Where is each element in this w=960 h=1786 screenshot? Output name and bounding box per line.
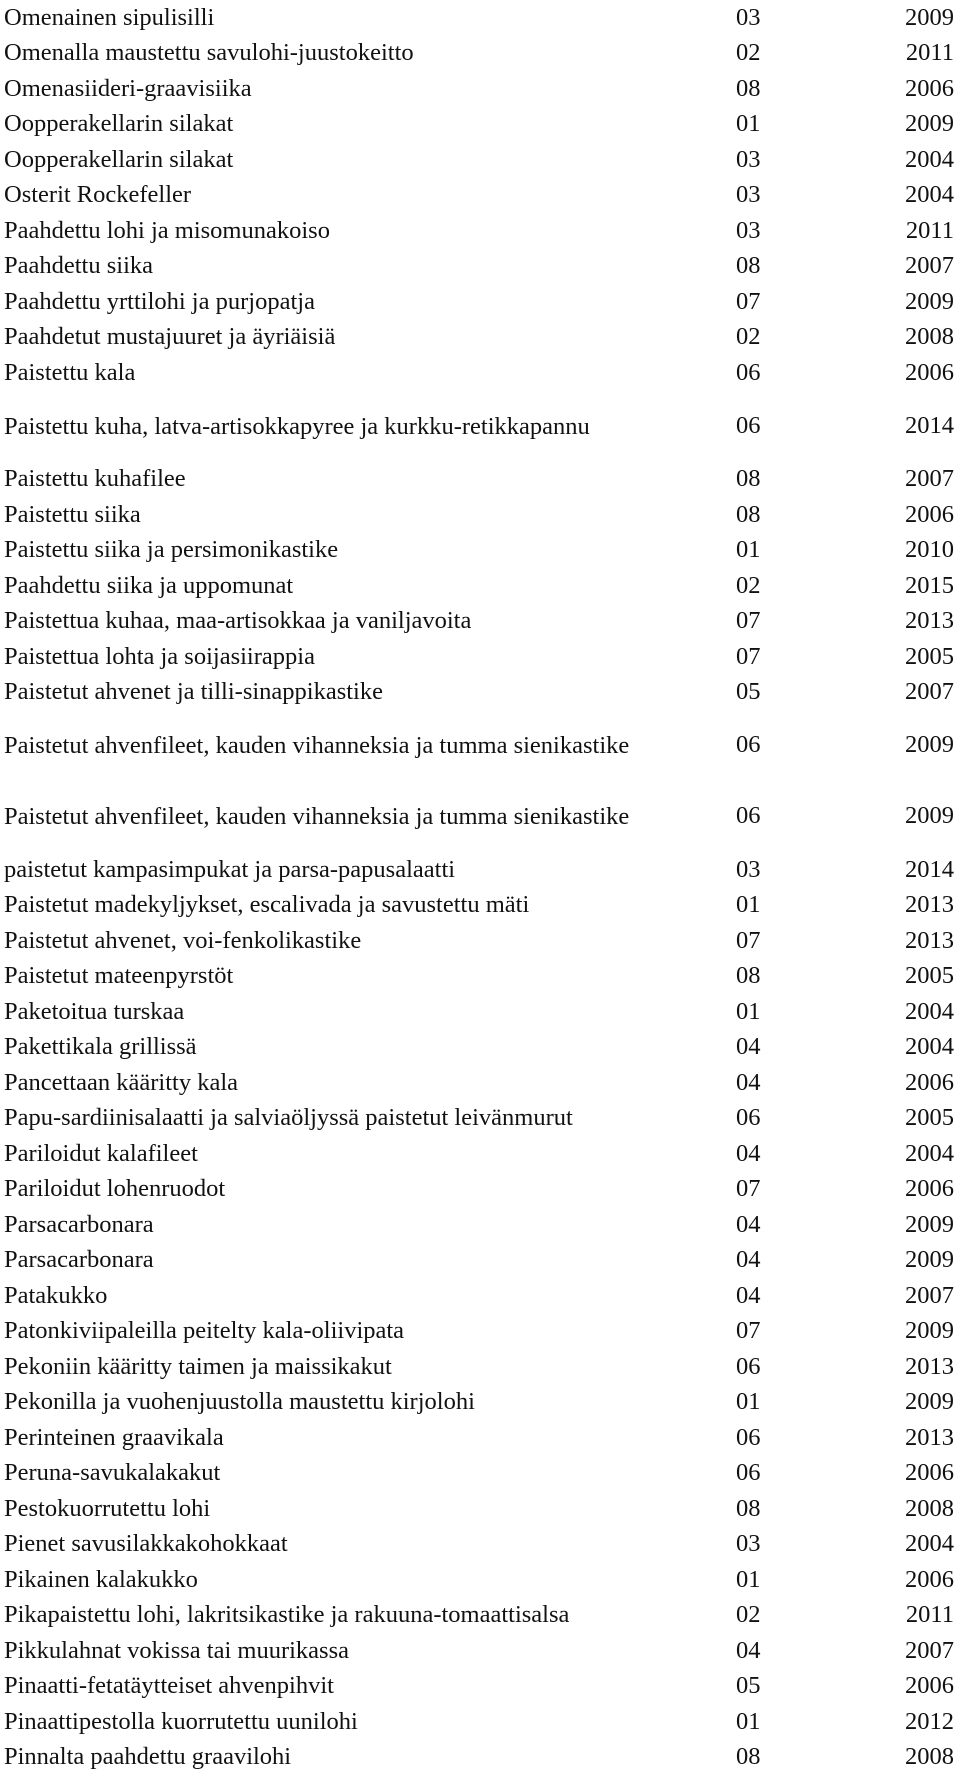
issue-year: 2007 [905, 1281, 954, 1309]
issue-year: 2007 [905, 678, 954, 705]
table-row [0, 284, 960, 320]
recipe-name: Perinteinen graavikala [4, 1423, 224, 1451]
table-row [0, 497, 960, 533]
recipe-name: Paistettua lohta ja soijasiirappia [4, 642, 315, 670]
recipe-name: Oopperakellarin silakat [4, 110, 234, 137]
issue-year: 2006 [905, 500, 954, 528]
table-row [0, 71, 960, 107]
issue-number: 01 [736, 997, 761, 1025]
table-row [0, 1598, 960, 1634]
issue-number: 03 [736, 216, 761, 244]
table-row [0, 852, 960, 888]
recipe-name: Paistetut mateenpyrstöt [4, 962, 234, 989]
recipe-name: Pikkulahnat vokissa tai muurikassa [4, 1636, 349, 1664]
table-row [0, 994, 960, 1030]
issue-year: 2006 [905, 1459, 954, 1486]
table-row [0, 1172, 960, 1208]
recipe-name: Paistettu kuha, latva-artisokkapyree ja kurkku-retikkapannu [4, 412, 590, 440]
recipe-name: Paistettua kuhaa, maa-artisokkaa ja vaniljavoita [4, 607, 472, 634]
issue-number: 04 [736, 1033, 761, 1060]
issue-year: 2011 [905, 1601, 954, 1628]
issue-year: 2009 [905, 3, 954, 31]
issue-number: 08 [736, 1494, 761, 1522]
issue-number: 03 [736, 3, 761, 31]
issue-number: 08 [736, 465, 761, 492]
issue-year: 2009 [905, 1246, 954, 1273]
table-row [0, 1669, 960, 1705]
issue-year: 2011 [905, 216, 954, 244]
recipe-name: Pariloidut lohenruodot [4, 1175, 226, 1202]
table-row [0, 533, 960, 569]
issue-number: 08 [736, 500, 761, 528]
recipe-name: Patakukko [4, 1281, 108, 1309]
table-row [0, 888, 960, 924]
table-row [0, 355, 960, 391]
recipe-name: Omenalla maustettu savulohi-juustokeitto [4, 39, 414, 66]
issue-number: 06 [736, 411, 761, 439]
recipe-name: Pinaattipestolla kuorrutettu uunilohi [4, 1707, 358, 1735]
issue-year: 2006 [905, 358, 954, 386]
recipe-name: Pikainen kalakukko [4, 1565, 198, 1593]
issue-year: 2009 [905, 110, 954, 137]
table-row [0, 462, 960, 498]
issue-number: 02 [736, 39, 761, 66]
issue-number: 08 [736, 74, 761, 102]
issue-number: 05 [736, 1672, 761, 1699]
issue-number: 04 [736, 1068, 761, 1096]
recipe-name: Paahdettu lohi ja misomunakoiso [4, 216, 330, 244]
table-row [0, 1420, 960, 1456]
table-row [0, 604, 960, 640]
issue-number: 07 [736, 926, 761, 954]
issue-year: 2007 [905, 1636, 954, 1664]
table-row [0, 639, 960, 675]
issue-year: 2012 [905, 1707, 954, 1735]
issue-year: 2011 [905, 39, 954, 66]
issue-number: 04 [736, 1210, 761, 1238]
issue-number: 03 [736, 181, 761, 208]
issue-year: 2014 [905, 855, 954, 883]
table-row [0, 675, 960, 711]
issue-number: 01 [736, 1707, 761, 1735]
recipe-name: Pinaatti-fetatäytteiset ahvenpihvit [4, 1672, 334, 1699]
table-row [0, 1456, 960, 1492]
issue-number: 08 [736, 962, 761, 989]
issue-year: 2006 [905, 1565, 954, 1593]
table-row [0, 1314, 960, 1350]
issue-number: 03 [736, 855, 761, 883]
issue-year: 2013 [905, 1423, 954, 1451]
issue-year: 2005 [905, 962, 954, 989]
issue-year: 2013 [905, 926, 954, 954]
issue-year: 2004 [905, 1530, 954, 1557]
recipe-name: Paistetut madekyljykset, escalivada ja savustettu mäti [4, 891, 530, 918]
table-row [0, 1278, 960, 1314]
recipe-name: Paistetut ahvenet, voi-fenkolikastike [4, 926, 362, 954]
recipe-name: Pekonilla ja vuohenjuustolla maustettu kirjolohi [4, 1388, 475, 1415]
issue-number: 05 [736, 678, 761, 705]
issue-year: 2007 [905, 465, 954, 492]
recipe-name: Pancettaan kääritty kala [4, 1068, 238, 1096]
table-row [0, 1101, 960, 1137]
recipe-name: Omenasiideri-graavisiika [4, 74, 252, 102]
table-row [0, 1740, 960, 1776]
issue-year: 2006 [905, 1068, 954, 1096]
table-row [0, 1030, 960, 1066]
issue-number: 04 [736, 1636, 761, 1664]
recipe-name: Parsacarbonara [4, 1246, 154, 1273]
table-row [0, 568, 960, 604]
recipe-name: Paketoitua turskaa [4, 997, 185, 1025]
recipe-name: Papu-sardiinisalaatti ja salviaöljyssä paistetut leivänmurut [4, 1104, 573, 1131]
table-row [0, 36, 960, 72]
issue-year: 2009 [905, 731, 954, 759]
recipe-name: Paistetut ahvenfileet, kauden vihanneksia ja tumma sienikastike [4, 803, 630, 830]
issue-year: 2004 [905, 1139, 954, 1167]
recipe-name: Pakettikala grillissä [4, 1033, 197, 1060]
issue-number: 02 [736, 323, 761, 350]
issue-year: 2008 [905, 1743, 954, 1770]
issue-number: 02 [736, 571, 761, 599]
issue-year: 2005 [905, 1104, 954, 1131]
issue-number: 07 [736, 642, 761, 670]
issue-year: 2008 [905, 1494, 954, 1522]
table-row [0, 1562, 960, 1598]
issue-number: 07 [736, 607, 761, 634]
issue-number: 06 [736, 358, 761, 386]
issue-number: 04 [736, 1281, 761, 1309]
table-row [0, 923, 960, 959]
recipe-name: Paahdetut mustajuuret ja äyriäisiä [4, 323, 336, 350]
recipe-name: Paahdettu yrttilohi ja purjopatja [4, 287, 315, 315]
issue-number: 01 [736, 536, 761, 563]
issue-number: 03 [736, 1530, 761, 1557]
issue-year: 2009 [905, 1210, 954, 1238]
issue-year: 2009 [905, 287, 954, 315]
issue-year: 2009 [905, 1317, 954, 1344]
issue-number: 01 [736, 1565, 761, 1593]
issue-number: 06 [736, 731, 761, 759]
recipe-name: Omenainen sipulisilli [4, 3, 215, 31]
issue-year: 2004 [905, 997, 954, 1025]
recipe-name: Paistettu kala [4, 358, 136, 386]
issue-number: 07 [736, 1175, 761, 1202]
issue-number: 01 [736, 110, 761, 137]
recipe-name: Pestokuorrutettu lohi [4, 1494, 211, 1522]
recipe-name: Patonkiviipaleilla peitelty kala-oliivipata [4, 1317, 405, 1344]
table-row [0, 1385, 960, 1421]
recipe-name: Paistetut ahvenfileet, kauden vihanneksia ja tumma sienikastike [4, 732, 630, 759]
recipe-name: Pikapaistettu lohi, lakritsikastike ja rakuuna-tomaattisalsa [4, 1601, 570, 1628]
recipe-name: Pinnalta paahdettu graavilohi [4, 1743, 292, 1770]
recipe-name: Pariloidut kalafileet [4, 1139, 198, 1167]
issue-year: 2013 [905, 891, 954, 918]
table-row [0, 1243, 960, 1279]
issue-year: 2005 [905, 642, 954, 670]
table-row [0, 1207, 960, 1243]
recipe-name: Pienet savusilakkakohokkaat [4, 1530, 288, 1557]
issue-number: 06 [736, 1423, 761, 1451]
issue-number: 04 [736, 1246, 761, 1273]
recipe-name: Paistettu siika ja persimonikastike [4, 536, 339, 563]
issue-number: 07 [736, 287, 761, 315]
issue-year: 2009 [905, 1388, 954, 1415]
recipe-name: Paahdettu siika ja uppomunat [4, 571, 294, 599]
issue-year: 2006 [905, 1175, 954, 1202]
table-row [0, 781, 960, 852]
issue-year: 2006 [905, 74, 954, 102]
issue-year: 2014 [905, 411, 954, 439]
issue-year: 2015 [905, 571, 954, 599]
issue-number: 06 [736, 1352, 761, 1380]
issue-year: 2009 [905, 802, 954, 830]
table-row [0, 1065, 960, 1101]
table-row [0, 1704, 960, 1740]
recipe-name: Paistettu siika [4, 500, 141, 528]
issue-year: 2013 [905, 607, 954, 634]
recipe-name: Paistetut ahvenet ja tilli-sinappikastike [4, 678, 383, 705]
issue-number: 06 [736, 1104, 761, 1131]
table-row [0, 178, 960, 214]
table-row [0, 0, 960, 36]
issue-year: 2007 [905, 252, 954, 279]
recipe-name: Osterit Rockefeller [4, 181, 192, 208]
table-row [0, 1633, 960, 1669]
table-row [0, 1136, 960, 1172]
table-row [0, 249, 960, 285]
table-row [0, 320, 960, 356]
recipe-name: Pekoniin kääritty taimen ja maissikakut [4, 1352, 392, 1380]
table-row [0, 107, 960, 143]
issue-year: 2004 [905, 181, 954, 208]
recipe-name: paistetut kampasimpukat ja parsa-papusalaatti [4, 855, 456, 883]
recipe-name: Oopperakellarin silakat [4, 145, 234, 173]
recipe-name: Parsacarbonara [4, 1210, 154, 1238]
issue-number: 07 [736, 1317, 761, 1344]
issue-number: 08 [736, 1743, 761, 1770]
table-row [0, 1527, 960, 1563]
issue-number: 06 [736, 1459, 761, 1486]
issue-year: 2010 [905, 536, 954, 563]
issue-number: 06 [736, 802, 761, 830]
issue-number: 01 [736, 891, 761, 918]
issue-year: 2013 [905, 1352, 954, 1380]
table-row [0, 1491, 960, 1527]
issue-number: 08 [736, 252, 761, 279]
issue-number: 03 [736, 145, 761, 173]
issue-year: 2004 [905, 1033, 954, 1060]
recipe-name: Peruna-savukalakakut [4, 1459, 221, 1486]
recipe-name: Paahdettu siika [4, 252, 154, 279]
table-row [0, 1349, 960, 1385]
table-row [0, 959, 960, 995]
recipe-name: Paistettu kuhafilee [4, 465, 186, 492]
issue-number: 02 [736, 1601, 761, 1628]
table-row [0, 142, 960, 178]
issue-year: 2008 [905, 323, 954, 350]
issue-year: 2004 [905, 145, 954, 173]
table-row [0, 213, 960, 249]
issue-year: 2006 [905, 1672, 954, 1699]
table-row [0, 391, 960, 462]
issue-number: 04 [736, 1139, 761, 1167]
table-row [0, 710, 960, 781]
issue-number: 01 [736, 1388, 761, 1415]
